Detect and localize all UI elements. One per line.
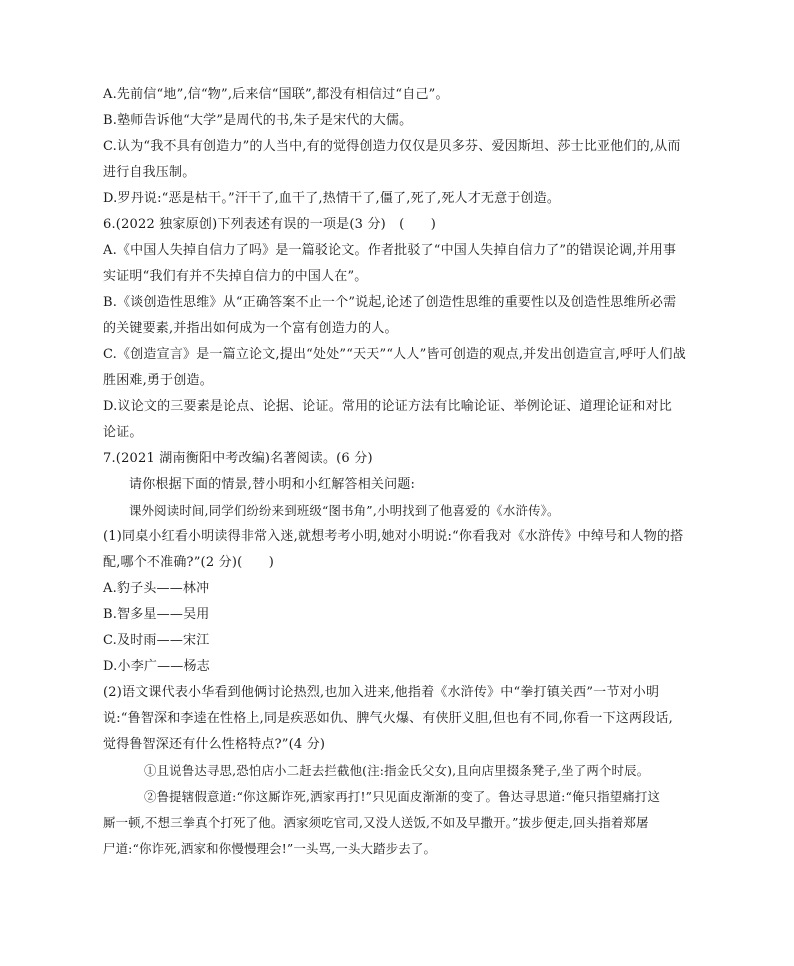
q7-part1-option-d: D.小李广——杨志 (103, 659, 210, 674)
q7-part1-line-1: (1)同桌小红看小明读得非常入迷,就想考考小明,她对小明说:“你看我对《水浒传》中绰号和人物的搭 (103, 529, 684, 544)
excerpt-2-line-1: ②鲁提辖假意道:“你这厮诈死,洒家再打!”只见面皮渐渐的变了。鲁达寻思道:“俺只指望痛打这 (144, 789, 661, 804)
q7-part1-option-a: A.豹子头——林冲 (103, 581, 210, 596)
q6-option-a-line-2: 实证明“我们有并不失掉自信力的中国人在”。 (103, 269, 368, 284)
question-6-stem: 6.(2022 独家原创)下列表述有误的一项是(3 分) ( ) (103, 217, 437, 232)
option-6a-line: A.先前信“地”,信“物”,后来信“国联”,都没有相信过“自己”。 (103, 87, 449, 102)
q7-part2-line-1: (2)语文课代表小华看到他俩讨论热烈,也加入进来,他指着《水浒传》中“拳打镇关西”一节对小明 (103, 685, 660, 700)
q6-option-d-line-1: D.议论文的三要素是论点、论据、论证。常用的论证方法有比喻论证、举例论证、道理论证和对比 (103, 399, 672, 414)
q6-option-d-line-2: 论证。 (103, 425, 143, 440)
option-6d-line: D.罗丹说:“恶是枯干。”汗干了,血干了,热情干了,僵了,死了,死人才无意于创造。 (103, 191, 561, 206)
q6-option-b-line-1: B.《谈创造性思维》从“正确答案不止一个”说起,论述了创造性思维的重要性以及创造性思维所必需 (103, 295, 677, 310)
q7-scenario: 课外阅读时间,同学们纷纷来到班级“图书角”,小明找到了他喜爱的《水浒传》。 (129, 503, 560, 518)
option-6c-line-2: 进行自我压制。 (103, 165, 196, 180)
q6-option-c-line-2: 胜困难,勇于创造。 (103, 373, 213, 388)
option-6b-line: B.塾师告诉他“大学”是周代的书,朱子是宋代的大儒。 (103, 113, 413, 128)
q7-part1-option-b: B.智多星——吴用 (103, 607, 210, 622)
excerpt-1: ①且说鲁达寻思,恐怕店小二赶去拦截他(注:指金氏父女),且向店里掇条凳子,坐了两个时辰。 (144, 763, 650, 778)
option-6c-line-1: C.认为“我不具有创造力”的人当中,有的觉得创造力仅仅是贝多芬、爱因斯坦、莎士比亚他们的,从而 (103, 139, 681, 154)
q7-part2-line-3: 觉得鲁智深还有什么性格特点?”(4 分) (103, 737, 326, 752)
q6-option-a-line-1: A.《中国人失掉自信力了吗》是一篇驳论文。作者批驳了“中国人失掉自信力了”的错误论调,并用事 (103, 243, 677, 258)
question-7-stem: 7.(2021 湖南衡阳中考改编)名著阅读。(6 分) (103, 451, 373, 466)
excerpt-2-line-2: 厮一顿,不想三拳真个打死了他。洒家须吃官司,又没人送饭,不如及早撒开。”拔步便走,回头指着郑屠 (103, 815, 649, 830)
q7-part2-line-2: 说:“鲁智深和李逵在性格上,同是疾恶如仇、脾气火爆、有侠肝义胆,但也有不同,你看一下这两段话, (103, 711, 673, 726)
q7-instruction: 请你根据下面的情景,替小明和小红解答相关问题: (129, 477, 416, 492)
q6-option-b-line-2: 的关键要素,并指出如何成为一个富有创造力的人。 (103, 321, 398, 336)
excerpt-2-line-3: 尸道:“你诈死,洒家和你慢慢理会!”一头骂,一头大踏步去了。 (103, 841, 437, 856)
q6-option-c-line-1: C.《创造宣言》是一篇立论文,提出“处处”“天天”“人人”皆可创造的观点,并发出创造宣言,呼吁人们战 (103, 347, 686, 362)
q7-part1-option-c: C.及时雨——宋江 (103, 633, 210, 648)
q7-part1-line-2: 配,哪个不准确?”(2 分)( ) (103, 555, 275, 570)
